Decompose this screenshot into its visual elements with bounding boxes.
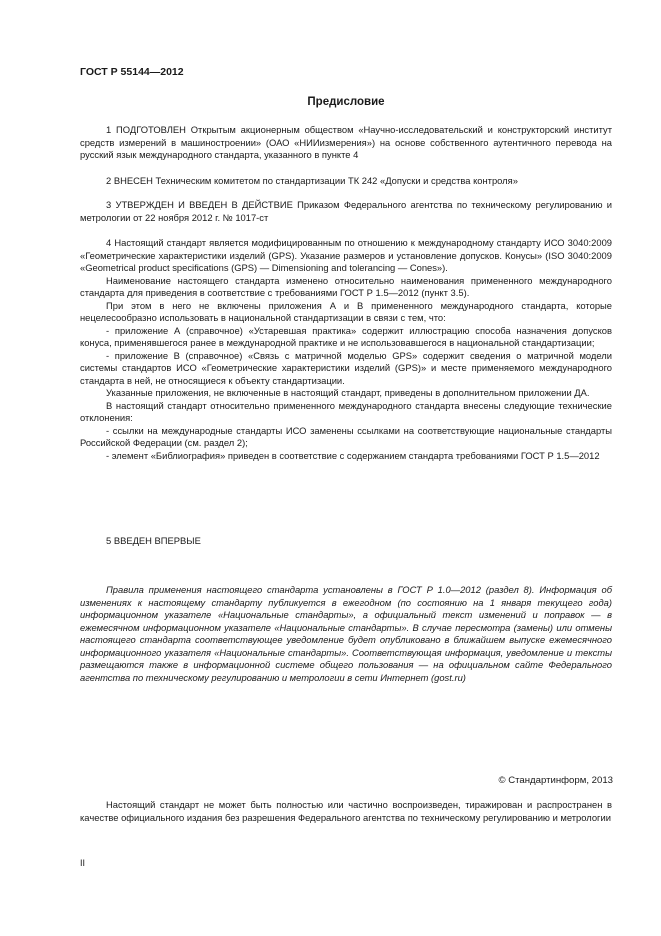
item-4-para-4: - приложение А (справочное) «Устаревшая практика» содержит иллюстрацию способа назначения допусков конуса, применявшегося ранее в международной практике и не использовавшегося в национальной стандартизации; — [80, 324, 612, 348]
item-4-para-7: В настоящий стандарт относительно примененного международного стандарта внесены следующие технические отклонения: — [80, 399, 612, 423]
item-5 — [80, 535, 612, 548]
item-4-para-8: - ссылки на международные стандарты ИСО заменены ссылками на соответствующие национальные стандарты Российской Федерации (см. раздел 2); — [80, 424, 612, 448]
item-4-para-6: Указанные приложения, не включенные в настоящий стандарт, приведены в дополнительном приложении ДА. — [106, 387, 590, 398]
item-1 — [80, 124, 612, 162]
page-title: Предисловие — [307, 96, 385, 108]
item-4-para-9: - элемент «Библиография» приведен в соответствие с содержанием стандарта требованиями ГОСТ Р 1.5—2012 — [106, 449, 600, 461]
item-1-text: 1 ПОДГОТОВЛЕН Открытым акционерным обществом «Научно-исследовательский и конструкторский институт средств измерений в машиностроении» (ОАО «НИИизмерения») на основе собственного аутентичного перевода на русский язык международного стандарта, указанного в пункте 4 — [80, 124, 612, 160]
reproduction-text: Настоящий стандарт не может быть полностью или частично воспроизведен, тиражирован и распространен в качестве официального издания без разрешения Федерального агентства по техническому регулированию и метрологии — [80, 799, 612, 823]
item-4-para-5: - приложение В (справочное) «Связь с матричной моделью GPS» содержит сведения о матричной модели системы стандартов ИСО «Геометрические характеристики изделий (GPS)» и месте применяемого международного стандарта в ней, не относящиеся к объекту стандартизации. — [80, 349, 612, 386]
item-4-para-1: 4 Настоящий стандарт является модифицированным по отношению к международному стандарту ИСО 3040:2009 «Геометрические характеристики изделий (GPS). Указание размеров и установление допусков. Конусы» (ISO 3040:2009 «Geometrical product specifications (GPS) — Dimensioning and tolerancing — Cones»). — [80, 237, 612, 273]
item-4-para-3: При этом в него не включены приложения А и В примененного международного стандарта, которые нецелесообразно использовать в национальной стандартизации в связи с тем, что: — [80, 299, 612, 323]
item-3 — [80, 199, 612, 224]
item-4 — [80, 237, 612, 462]
item-3-text: 3 УТВЕРЖДЕН И ВВЕДЕН В ДЕЙСТВИЕ Приказом Федерального агентства по техническому регулированию и метрологии от 22 ноября 2012 г. № 1017-ст — [80, 199, 612, 223]
item-2 — [80, 175, 612, 188]
document-code: ГОСТ Р 55144—2012 — [80, 66, 184, 78]
item-2-text: 2 ВНЕСЕН Техническим комитетом по стандартизации ТК 242 «Допуски и средства контроля» — [106, 175, 518, 186]
item-5-text: 5 ВВЕДЕН ВПЕРВЫЕ — [106, 535, 201, 546]
notice-text: Правила применения настоящего стандарта установлены в ГОСТ Р 1.0—2012 (раздел 8). Информация об изменениях к настоящему стандарту публикуется в ежегодном (по состоянию на 1 января текущего года) информационном указателе «Национальные стандарты», а официальный текст изменений и поправок — в ежемесячном информационном указателе «Национальные стандарты». В случае пересмотра (замены) или отмены настоящего стандарта соответствующее уведомление будет опубликовано в ближайшем выпуске ежемесячного информационного указателя «Национальные стандарты». Соответствующая информация, уведомление и тексты размещаются также в информационной системе общего пользования — на официальном сайте Федерального агентства по техническому регулированию и метрологии в сети Интернет (gost.ru) — [80, 584, 612, 683]
reproduction-block — [80, 799, 612, 824]
copyright: © Стандартинформ, 2013 — [498, 775, 613, 786]
notice-block — [80, 584, 612, 684]
item-4-para-2: Наименование настоящего стандарта изменено относительно наименования примененного международного стандарта для приведения в соответствие с требованиями ГОСТ Р 1.5—2012 (пункт 3.5). — [80, 274, 612, 298]
page-number: II — [80, 858, 86, 868]
